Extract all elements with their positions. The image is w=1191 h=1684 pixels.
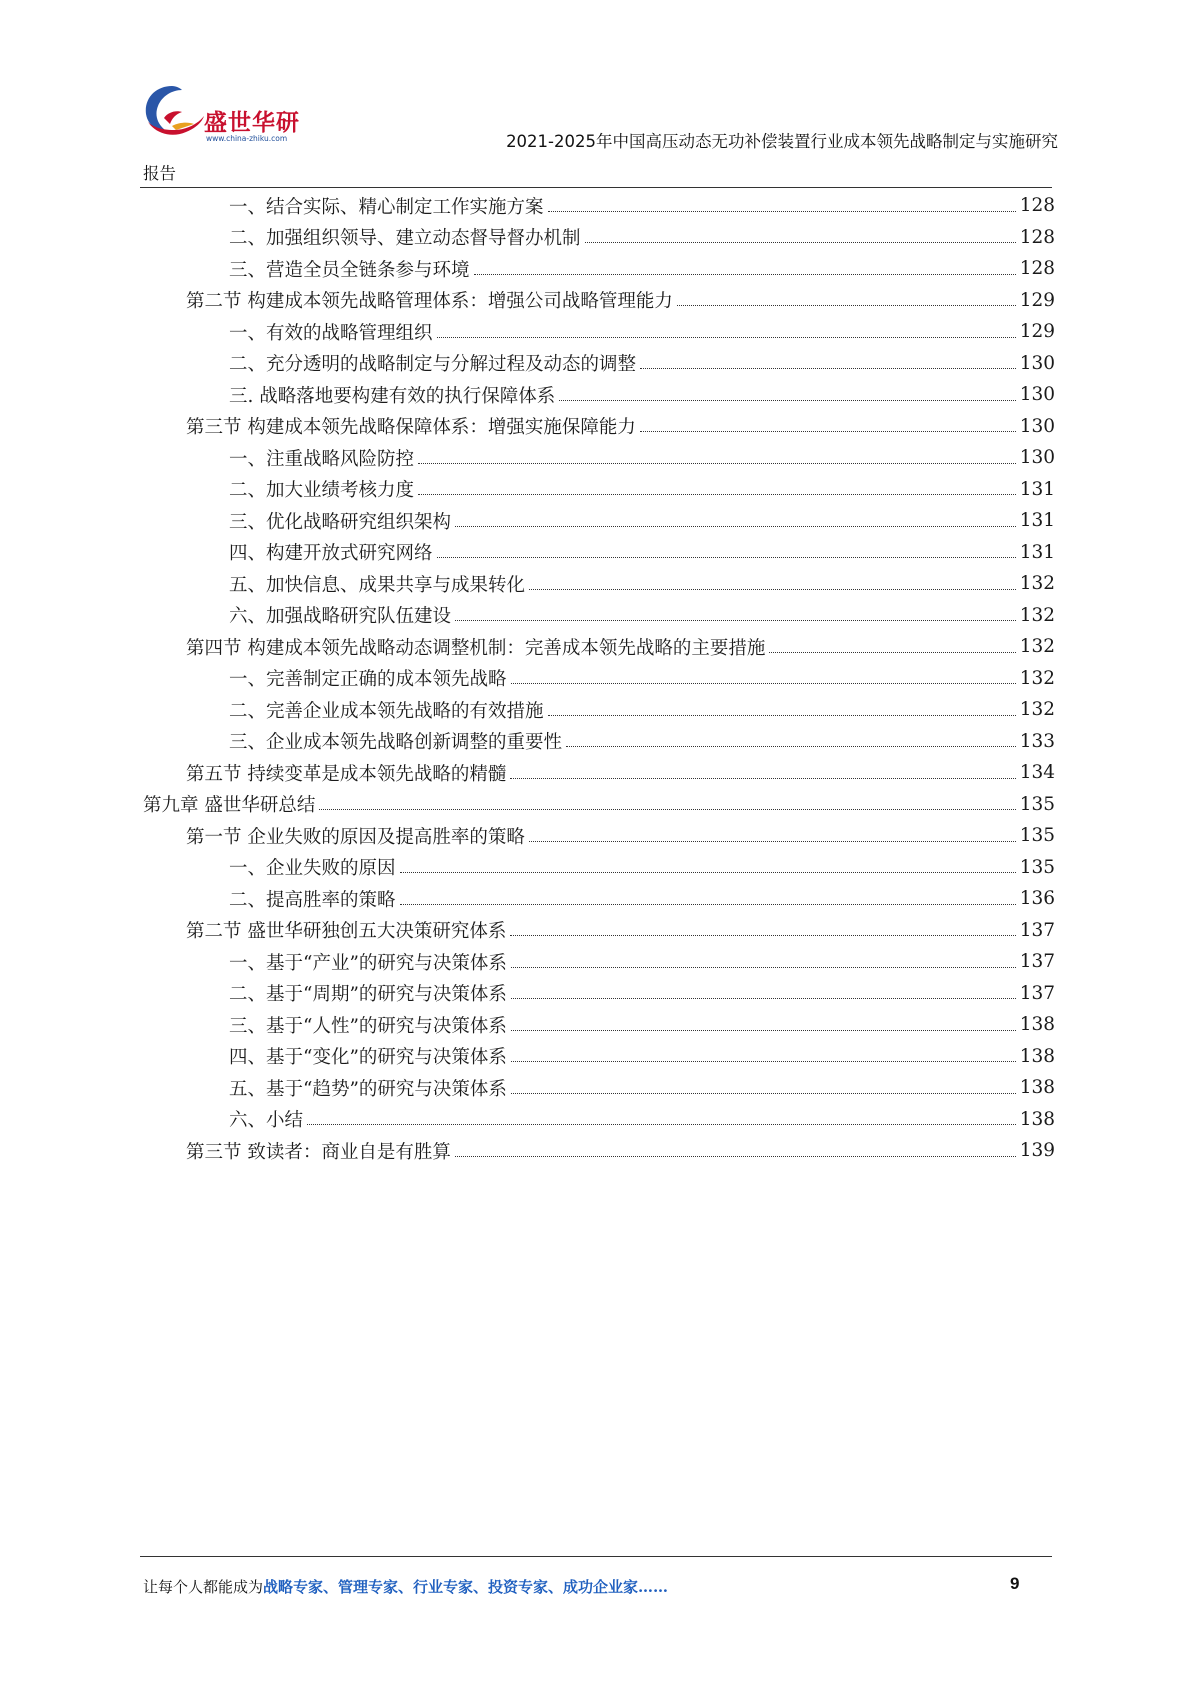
toc-dot-leader xyxy=(511,966,1016,968)
toc-dot-leader xyxy=(559,399,1015,401)
footer-slogan-prefix: 让每个人都能成为 xyxy=(143,1578,264,1596)
toc-dot-leader xyxy=(307,1123,1016,1125)
toc-entry-title: 六、加强战略研究队伍建设 xyxy=(229,602,453,628)
toc-dot-leader xyxy=(455,525,1016,527)
toc-entry-page: 129 xyxy=(1019,321,1055,343)
toc-dot-leader xyxy=(474,273,1016,275)
toc-entry[interactable] xyxy=(143,190,1055,222)
toc-entry-page: 128 xyxy=(1019,258,1055,280)
toc-dot-leader xyxy=(548,714,1016,716)
toc-entry-page: 128 xyxy=(1019,195,1055,217)
toc-entry-page: 131 xyxy=(1019,541,1055,563)
toc-dot-leader xyxy=(418,462,1016,464)
toc-dot-leader xyxy=(529,840,1016,842)
toc-entry[interactable] xyxy=(143,757,1055,789)
toc-entry-title: 二、完善企业成本领先战略的有效措施 xyxy=(229,697,546,723)
toc-entry-title: 一、基于“产业”的研究与决策体系 xyxy=(229,949,509,975)
toc-dot-leader xyxy=(510,777,1015,779)
toc-entry[interactable] xyxy=(143,348,1055,380)
toc-entry-title: 第五节 持续变革是成本领先战略的精髓 xyxy=(186,760,508,786)
toc-entry-page: 129 xyxy=(1019,289,1055,311)
toc-entry-title: 三. 战略落地要构建有效的执行保障体系 xyxy=(229,382,557,408)
toc-entry-page: 137 xyxy=(1019,951,1055,973)
page-number: 9 xyxy=(1010,1574,1020,1593)
toc-entry-page: 132 xyxy=(1019,604,1055,626)
toc-entry-title: 五、加快信息、成果共享与成果转化 xyxy=(229,571,527,597)
toc-entry[interactable] xyxy=(143,946,1055,978)
toc-dot-leader xyxy=(455,1155,1016,1157)
toc-entry-page: 128 xyxy=(1019,226,1055,248)
toc-entry-title: 二、充分透明的战略制定与分解过程及动态的调整 xyxy=(229,350,638,376)
toc-dot-leader xyxy=(529,588,1016,590)
toc-entry[interactable] xyxy=(143,316,1055,348)
logo-url: www.china-zhiku.com xyxy=(206,134,288,143)
company-logo xyxy=(142,82,317,152)
report-title-continuation: 报告 xyxy=(143,164,176,183)
toc-entry-title: 第四节 构建成本领先战略动态调整机制：完善成本领先战略的主要措施 xyxy=(186,634,767,660)
toc-entry-title: 三、优化战略研究组织架构 xyxy=(229,508,453,534)
toc-entry-title: 二、提高胜率的策略 xyxy=(229,886,398,912)
toc-entry[interactable] xyxy=(143,1072,1055,1104)
toc-dot-leader xyxy=(677,304,1016,306)
toc-entry-title: 第二节 盛世华研独创五大决策研究体系 xyxy=(186,917,508,943)
toc-entry-title: 第二节 构建成本领先战略管理体系：增强公司战略管理能力 xyxy=(186,287,675,313)
toc-entry-page: 135 xyxy=(1019,825,1055,847)
toc-dot-leader xyxy=(437,556,1016,558)
toc-entry[interactable] xyxy=(143,915,1055,947)
toc-entry[interactable] xyxy=(143,1009,1055,1041)
toc-dot-leader xyxy=(769,651,1015,653)
toc-entry[interactable] xyxy=(143,379,1055,411)
toc-entry[interactable] xyxy=(143,537,1055,569)
toc-entry[interactable] xyxy=(143,505,1055,537)
footer-slogan-highlight: 战略专家、管理专家、行业专家、投资专家、成功企业家…… xyxy=(263,1578,669,1596)
toc-entry-page: 130 xyxy=(1019,384,1055,406)
toc-entry-page: 134 xyxy=(1019,762,1055,784)
toc-entry-page: 139 xyxy=(1019,1140,1055,1162)
toc-entry-title: 六、小结 xyxy=(229,1106,305,1132)
toc-entry-title: 一、结合实际、精心制定工作实施方案 xyxy=(229,193,546,219)
toc-entry-title: 一、企业失败的原因 xyxy=(229,854,398,880)
toc-entry-page: 135 xyxy=(1019,793,1055,815)
toc-entry-page: 130 xyxy=(1019,352,1055,374)
toc-dot-leader xyxy=(437,336,1016,338)
toc-entry-title: 第一节 企业失败的原因及提高胜率的策略 xyxy=(186,823,527,849)
toc-entry-title: 二、加大业绩考核力度 xyxy=(229,476,416,502)
toc-dot-leader xyxy=(400,871,1016,873)
toc-entry-title: 四、构建开放式研究网络 xyxy=(229,539,435,565)
footer-divider xyxy=(140,1556,1052,1557)
logo-wordmark: 盛世华研 xyxy=(204,110,300,136)
toc-entry[interactable] xyxy=(143,978,1055,1010)
toc-entry-title: 五、基于“趋势”的研究与决策体系 xyxy=(229,1075,509,1101)
toc-entry[interactable] xyxy=(143,285,1055,317)
toc-entry[interactable] xyxy=(143,1135,1055,1167)
toc-entry[interactable] xyxy=(143,474,1055,506)
toc-dot-leader xyxy=(455,619,1016,621)
toc-entry-page: 137 xyxy=(1019,919,1055,941)
toc-entry-title: 一、完善制定正确的成本领先战略 xyxy=(229,665,509,691)
toc-entry-page: 131 xyxy=(1019,478,1055,500)
toc-entry-title: 二、基于“周期”的研究与决策体系 xyxy=(229,980,509,1006)
toc-entry[interactable] xyxy=(143,442,1055,474)
toc-entry[interactable] xyxy=(143,600,1055,632)
toc-entry[interactable] xyxy=(143,631,1055,663)
toc-entry[interactable] xyxy=(143,726,1055,758)
toc-entry-page: 132 xyxy=(1019,573,1055,595)
footer-slogan xyxy=(143,1576,668,1597)
toc-entry[interactable] xyxy=(143,789,1055,821)
toc-entry-page: 132 xyxy=(1019,636,1055,658)
toc-entry-title: 第三节 致读者：商业自是有胜算 xyxy=(186,1138,453,1164)
toc-dot-leader xyxy=(640,430,1016,432)
toc-dot-leader xyxy=(510,934,1015,936)
toc-entry-title: 三、企业成本领先战略创新调整的重要性 xyxy=(229,728,564,754)
toc-entry-page: 133 xyxy=(1019,730,1055,752)
toc-dot-leader xyxy=(511,1060,1016,1062)
toc-dot-leader xyxy=(418,493,1016,495)
toc-entry-title: 三、基于“人性”的研究与决策体系 xyxy=(229,1012,509,1038)
logo-emblem-icon xyxy=(142,82,212,144)
toc-dot-leader xyxy=(640,367,1016,369)
toc-entry[interactable] xyxy=(143,253,1055,285)
toc-entry-page: 130 xyxy=(1019,447,1055,469)
toc-entry-page: 138 xyxy=(1019,1014,1055,1036)
toc-entry[interactable] xyxy=(143,663,1055,695)
toc-entry-title: 三、营造全员全链条参与环境 xyxy=(229,256,472,282)
toc-dot-leader xyxy=(511,997,1016,999)
toc-entry-page: 138 xyxy=(1019,1077,1055,1099)
toc-entry-page: 135 xyxy=(1019,856,1055,878)
toc-entry[interactable] xyxy=(143,568,1055,600)
toc-entry[interactable] xyxy=(143,694,1055,726)
toc-dot-leader xyxy=(511,1092,1016,1094)
toc-entry-title: 一、有效的战略管理组织 xyxy=(229,319,435,345)
toc-entry[interactable] xyxy=(143,222,1055,254)
toc-entry-title: 四、基于“变化”的研究与决策体系 xyxy=(229,1043,509,1069)
toc-entry-title: 一、注重战略风险防控 xyxy=(229,445,416,471)
toc-dot-leader xyxy=(548,210,1016,212)
toc-dot-leader xyxy=(400,903,1016,905)
toc-entry-page: 136 xyxy=(1019,888,1055,910)
toc-entry-page: 138 xyxy=(1019,1108,1055,1130)
toc-dot-leader xyxy=(566,745,1016,747)
toc-entry-page: 130 xyxy=(1019,415,1055,437)
toc-dot-leader xyxy=(585,241,1016,243)
toc-entry-title: 二、加强组织领导、建立动态督导督办机制 xyxy=(229,224,583,250)
toc-dot-leader xyxy=(319,808,1015,810)
toc-entry-page: 137 xyxy=(1019,982,1055,1004)
header-divider xyxy=(140,187,1052,188)
toc-entry-page: 132 xyxy=(1019,667,1055,689)
toc-entry-page: 131 xyxy=(1019,510,1055,532)
toc-entry[interactable] xyxy=(143,1041,1055,1073)
toc-dot-leader xyxy=(511,1029,1016,1031)
report-title: 2021-2025年中国高压动态无功补偿装置行业成本领先战略制定与实施研究 xyxy=(506,132,1058,151)
toc-entry[interactable] xyxy=(143,820,1055,852)
toc-entry[interactable] xyxy=(143,883,1055,915)
table-of-contents xyxy=(143,190,1055,1167)
toc-entry-title: 第九章 盛世华研总结 xyxy=(143,791,317,817)
toc-entry-page: 138 xyxy=(1019,1045,1055,1067)
toc-entry[interactable] xyxy=(143,1104,1055,1136)
toc-entry-title: 第三节 构建成本领先战略保障体系：增强实施保障能力 xyxy=(186,413,638,439)
toc-dot-leader xyxy=(511,682,1016,684)
toc-entry-page: 132 xyxy=(1019,699,1055,721)
toc-entry[interactable] xyxy=(143,411,1055,443)
toc-entry[interactable] xyxy=(143,852,1055,884)
